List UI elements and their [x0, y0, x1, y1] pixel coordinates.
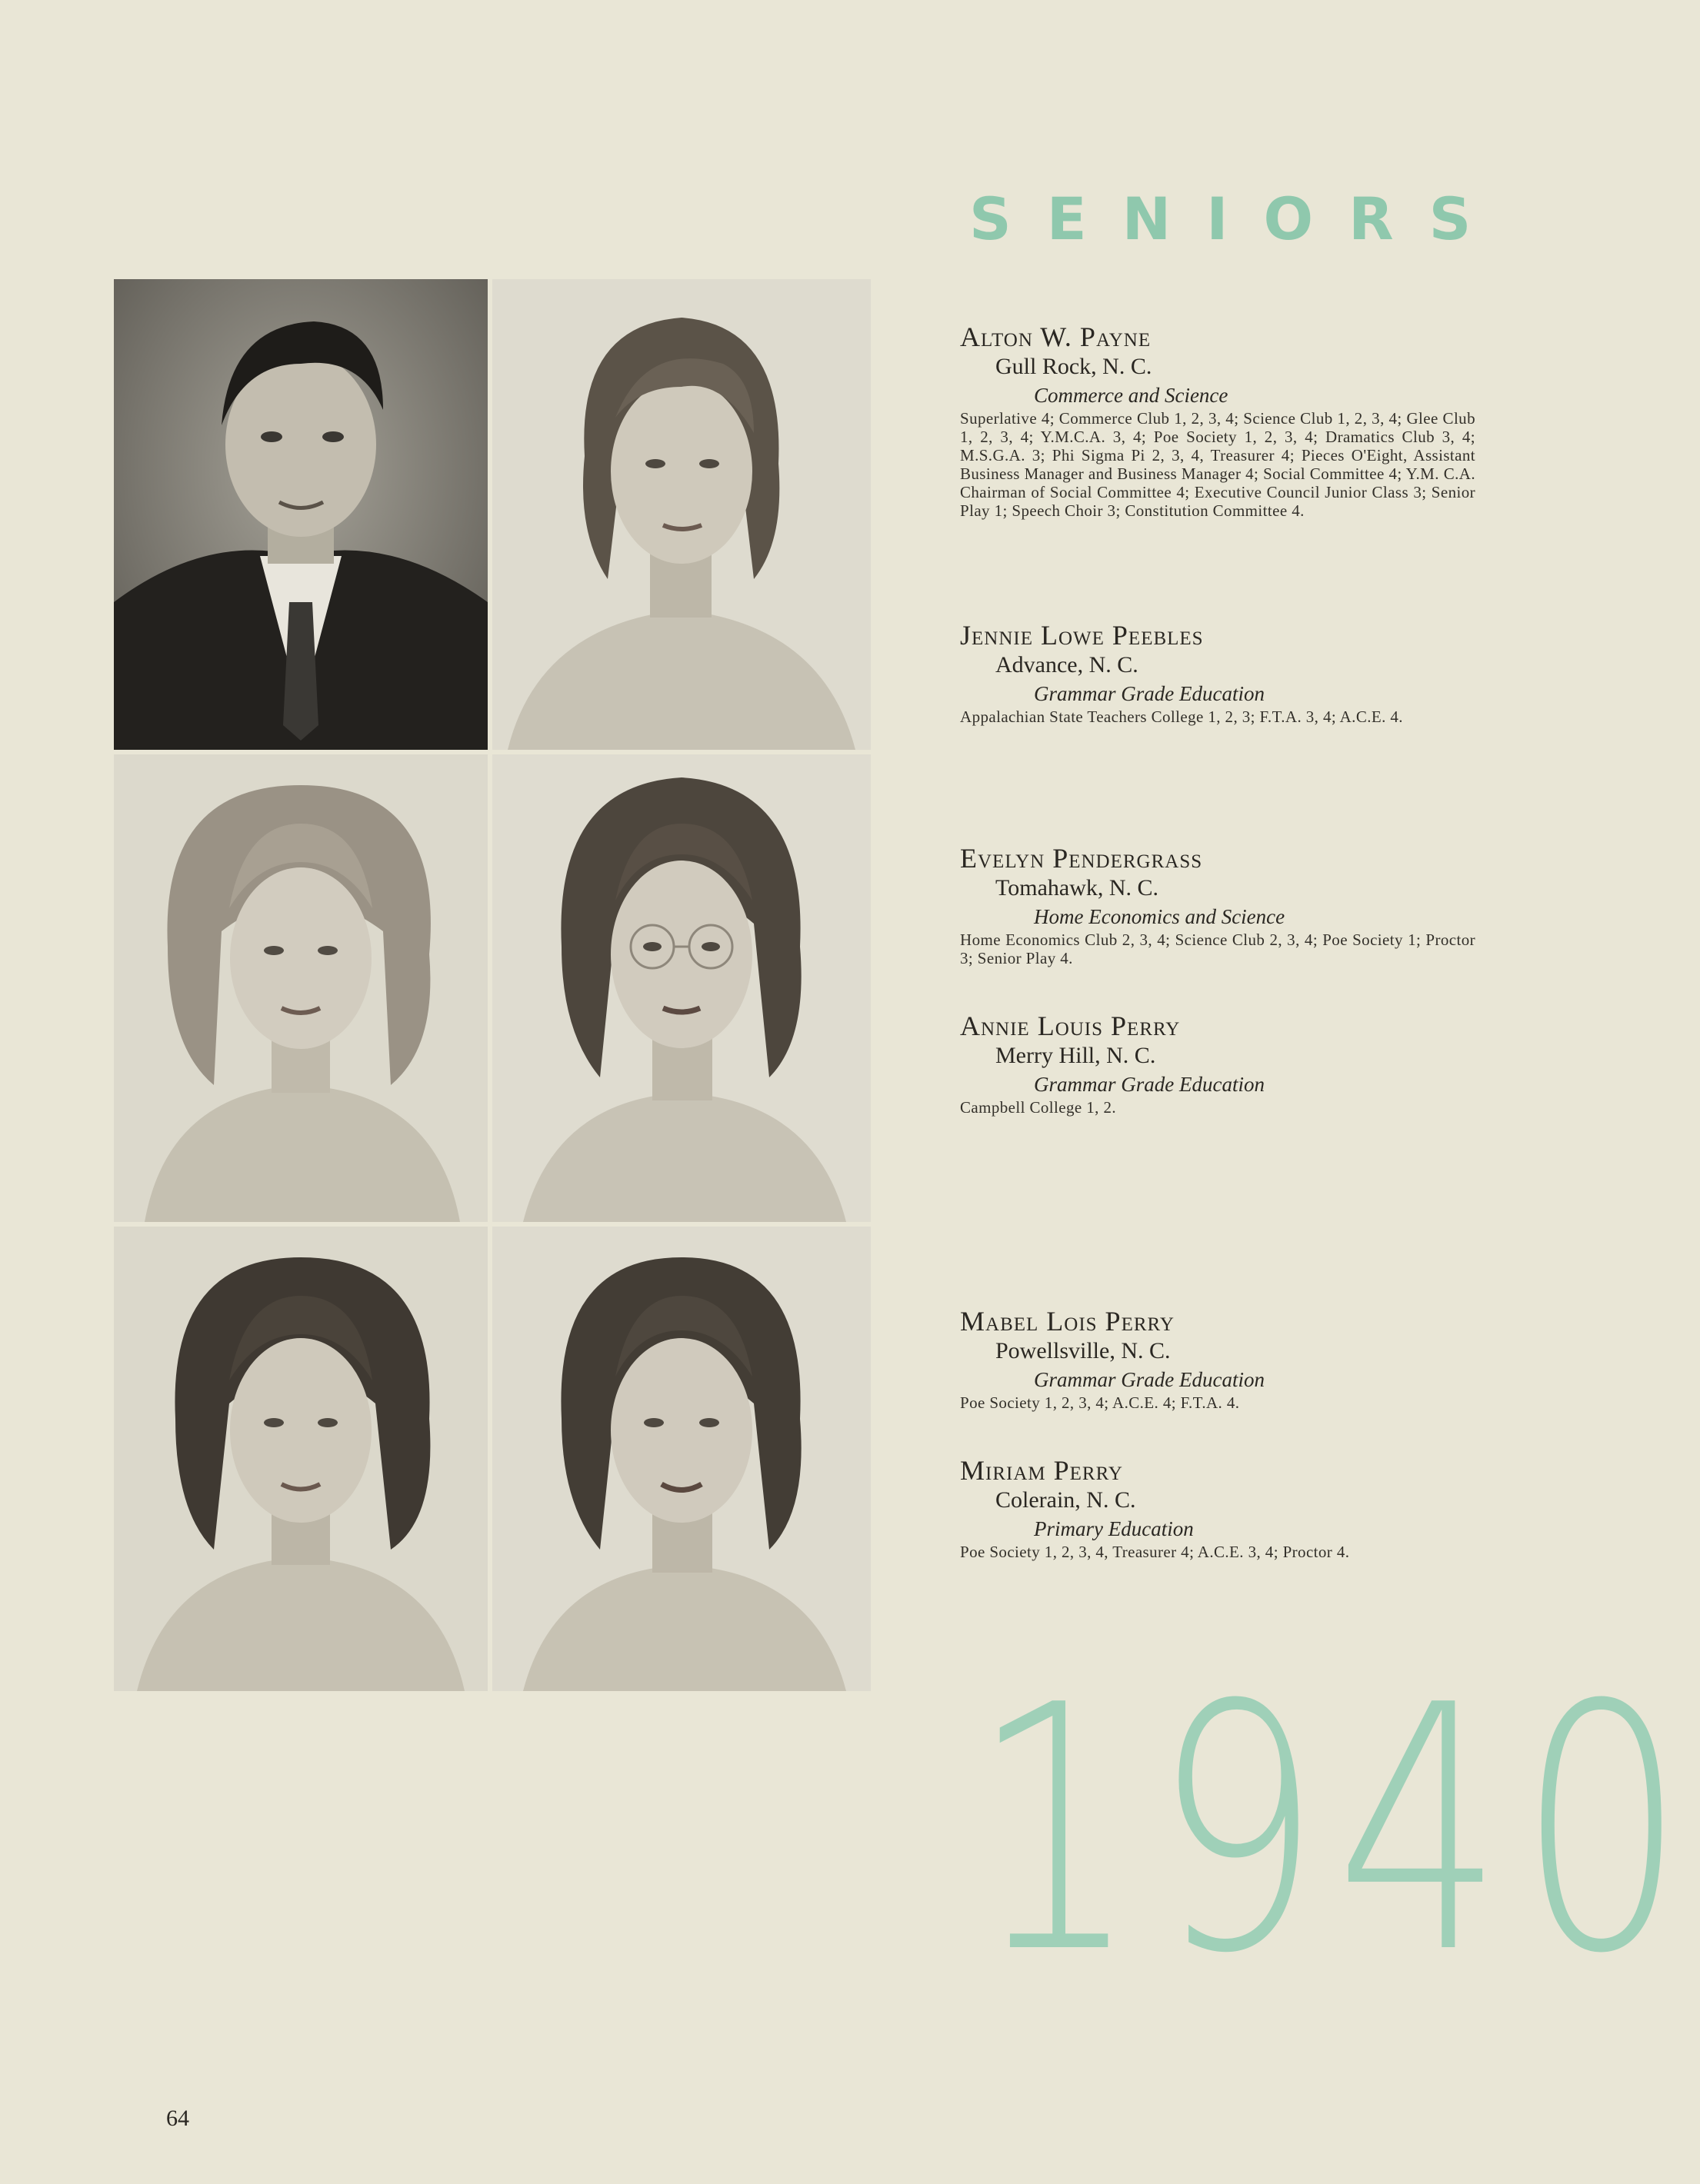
page-number: 64: [166, 2106, 189, 2131]
portrait-photo: [492, 279, 871, 750]
senior-course: Commerce and Science: [1034, 384, 1228, 407]
senior-activities: Superlative 4; Commerce Club 1, 2, 3, 4; Science Club 1, 2, 3, 4; Glee Club 1, 2, 3, 4; Y.M.C.A. 3, 4; Poe Society 1, 2, 3, 4; Dramatics Club 3, 4; M.S.G.A. 3; Phi Sigma Pi 2, 3, 4, Treasurer 4; Pieces O'Eight, Assistant Business Manager and Business Manager 4; Social Committee 4; Y.M. C.A. Chairman of Social Committee 4; Executive Council Junior Class 3; Senior Play 1; Speech Choir 3; Constitution Committee 4.: [960, 409, 1475, 520]
portrait-photo: [492, 754, 871, 1222]
senior-name: Evelyn Pendergrass: [960, 843, 1203, 874]
senior-name: Annie Louis Perry: [960, 1010, 1181, 1041]
senior-town: Powellsville, N. C.: [995, 1338, 1171, 1363]
senior-name: Mabel Lois Perry: [960, 1306, 1175, 1337]
senior-name: Alton W. Payne: [960, 321, 1152, 352]
senior-activities: Home Economics Club 2, 3, 4; Science Club 2, 3, 4; Poe Society 1; Proctor 3; Senior Play 4.: [960, 931, 1475, 967]
senior-entry: [960, 321, 1475, 520]
senior-entry: [960, 843, 1475, 967]
senior-activities: Poe Society 1, 2, 3, 4; A.C.E. 4; F.T.A. 4.: [960, 1393, 1240, 1412]
senior-name: Jennie Lowe Peebles: [960, 620, 1204, 651]
senior-activities: Poe Society 1, 2, 3, 4, Treasurer 4; A.C.E. 3, 4; Proctor 4.: [960, 1543, 1350, 1561]
senior-entry: [960, 620, 1475, 726]
senior-town: Colerain, N. C.: [995, 1487, 1136, 1513]
senior-entry: [960, 1010, 1475, 1117]
portrait-photo: [114, 279, 488, 750]
senior-course: Home Economics and Science: [1034, 905, 1285, 928]
woman-portrait-icon: [492, 279, 871, 750]
senior-entry: [960, 1306, 1475, 1412]
senior-town: Advance, N. C.: [995, 652, 1138, 678]
portrait-photo: [114, 1227, 488, 1691]
section-heading: SENIORS: [969, 185, 1507, 253]
woman-with-glasses-portrait-icon: [492, 754, 871, 1222]
senior-activities: Appalachian State Teachers College 1, 2, 3; F.T.A. 3, 4; A.C.E. 4.: [960, 707, 1403, 726]
woman-portrait-icon: [492, 1227, 871, 1691]
class-year: 1940: [971, 1633, 1700, 2027]
senior-activities: Campbell College 1, 2.: [960, 1098, 1117, 1117]
woman-portrait-icon: [114, 1227, 488, 1691]
senior-town: Gull Rock, N. C.: [995, 354, 1152, 379]
portrait-grid: [114, 279, 871, 1686]
senior-course: Grammar Grade Education: [1034, 682, 1265, 705]
woman-portrait-icon: [114, 754, 488, 1222]
senior-entry: [960, 1455, 1475, 1561]
senior-course: Grammar Grade Education: [1034, 1368, 1265, 1391]
senior-town: Tomahawk, N. C.: [995, 875, 1159, 901]
senior-town: Merry Hill, N. C.: [995, 1043, 1156, 1068]
portrait-photo: [492, 1227, 871, 1691]
portrait-photo: [114, 754, 488, 1222]
senior-name: Miriam Perry: [960, 1455, 1123, 1486]
senior-course: Primary Education: [1034, 1517, 1194, 1540]
senior-course: Grammar Grade Education: [1034, 1073, 1265, 1096]
man-in-suit-portrait-icon: [114, 279, 488, 750]
